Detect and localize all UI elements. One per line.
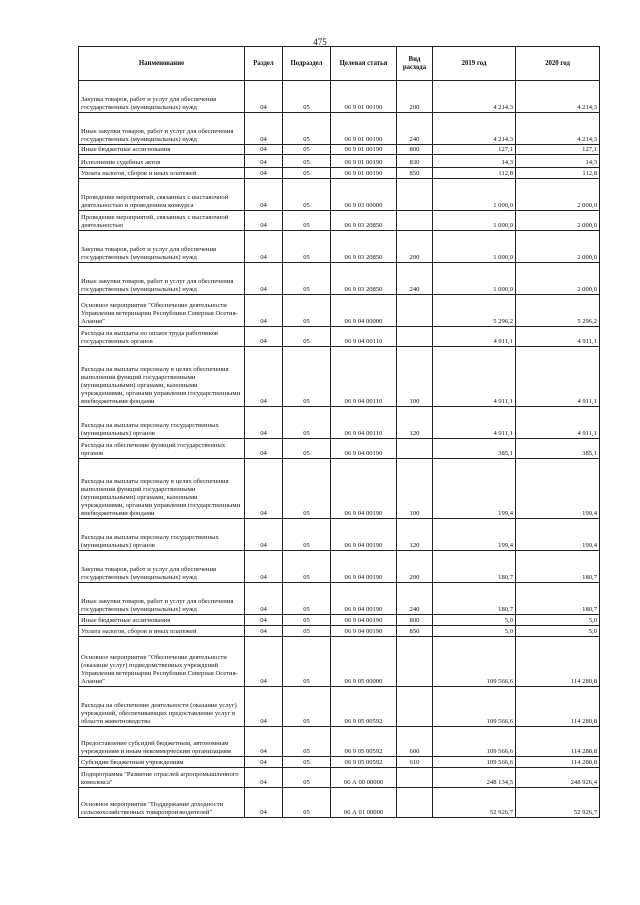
row-2020: 199,4 [516, 459, 600, 519]
table-row [79, 757, 600, 768]
row-statya: 06 9 04 00190 [331, 583, 397, 615]
row-2020: 180,7 [516, 583, 600, 615]
row-podrazdel: 05 [283, 113, 331, 145]
table-row [79, 768, 600, 788]
row-podrazdel: 05 [283, 788, 331, 818]
header-podrazdel: Подраздел [283, 47, 331, 81]
row-vid: 240 [397, 263, 433, 295]
row-name: Основное мероприятие "Поддержание доходности сельскохозяйственных товаропроизводителей" [79, 788, 245, 818]
row-name: Иные бюджетные ассигнования [79, 615, 245, 626]
row-podrazdel: 05 [283, 757, 331, 768]
row-statya: 06 9 01 00190 [331, 81, 397, 113]
row-2019: 4 214,3 [433, 81, 516, 113]
row-razdel: 04 [245, 551, 283, 583]
row-name: Проведение мероприятий, связанных с выставочной деятельностью [79, 211, 245, 231]
row-statya: 06 9 04 00190 [331, 439, 397, 459]
row-2020: 127,1 [516, 145, 600, 155]
row-2019: 180,7 [433, 583, 516, 615]
row-statya: 06 9 04 00190 [331, 626, 397, 637]
row-name: Расходы на выплаты персоналу государственных (муниципальных) органов [79, 407, 245, 439]
row-vid [397, 295, 433, 327]
row-name: Проведение мероприятий, связанных с выставочной деятельностью и проведением конкурса [79, 179, 245, 211]
table-row [79, 81, 600, 113]
row-2019: 109 566,6 [433, 687, 516, 727]
row-2019: 4 911,1 [433, 327, 516, 347]
row-razdel: 04 [245, 407, 283, 439]
row-statya: 06 9 05 00592 [331, 687, 397, 727]
row-statya: 06 9 01 00190 [331, 155, 397, 168]
row-2019: 4 911,1 [433, 407, 516, 439]
row-vid: 100 [397, 459, 433, 519]
row-podrazdel: 05 [283, 81, 331, 113]
row-razdel: 04 [245, 687, 283, 727]
row-2019: 5,0 [433, 615, 516, 626]
row-2020: 2 000,0 [516, 263, 600, 295]
row-vid [397, 211, 433, 231]
row-2020: 385,1 [516, 439, 600, 459]
table-row [79, 637, 600, 687]
row-statya: 06 А 01 00000 [331, 788, 397, 818]
row-name: Предоставление субсидий бюджетным, автономным учреждениям и иным некоммерческим организациям [79, 727, 245, 757]
row-vid: 850 [397, 168, 433, 179]
table-header-row [79, 47, 600, 81]
row-2020: 4 911,1 [516, 327, 600, 347]
row-vid [397, 687, 433, 727]
row-statya: 06 9 05 00592 [331, 727, 397, 757]
row-razdel: 04 [245, 113, 283, 145]
row-statya: 06 9 03 20850 [331, 231, 397, 263]
header-2019: 2019 год [433, 47, 516, 81]
row-vid: 800 [397, 615, 433, 626]
row-statya: 06 9 04 00190 [331, 551, 397, 583]
row-razdel: 04 [245, 347, 283, 407]
row-name: Подпрограмма "Развитие отраслей агропромышленного комплекса" [79, 768, 245, 788]
row-razdel: 04 [245, 519, 283, 551]
row-name: Субсидии бюджетным учреждениям [79, 757, 245, 768]
row-podrazdel: 05 [283, 327, 331, 347]
row-razdel: 04 [245, 439, 283, 459]
row-name: Основное мероприятие "Обеспечение деятельности Управления ветеринарии Республики Северная Осетия-Алания" [79, 295, 245, 327]
row-name: Расходы на выплаты по оплате труда работников государственных органов [79, 327, 245, 347]
row-2019: 127,1 [433, 145, 516, 155]
row-razdel: 04 [245, 327, 283, 347]
row-podrazdel: 05 [283, 768, 331, 788]
row-vid [397, 768, 433, 788]
row-2020: 4 911,1 [516, 347, 600, 407]
table-row [79, 439, 600, 459]
row-podrazdel: 05 [283, 583, 331, 615]
row-vid: 600 [397, 727, 433, 757]
row-2020: 114 280,8 [516, 727, 600, 757]
row-razdel: 04 [245, 145, 283, 155]
page-number: 475 [313, 37, 327, 47]
row-2019: 1 000,0 [433, 231, 516, 263]
table-row [79, 407, 600, 439]
row-podrazdel: 05 [283, 155, 331, 168]
row-razdel: 04 [245, 788, 283, 818]
row-2020: 2 000,0 [516, 211, 600, 231]
row-2019: 199,4 [433, 459, 516, 519]
row-razdel: 04 [245, 727, 283, 757]
row-podrazdel: 05 [283, 211, 331, 231]
table-row [79, 347, 600, 407]
row-razdel: 04 [245, 459, 283, 519]
row-podrazdel: 05 [283, 551, 331, 583]
table-row [79, 231, 600, 263]
row-podrazdel: 05 [283, 295, 331, 327]
budget-table [78, 46, 600, 818]
table-row [79, 519, 600, 551]
row-2020: 2 000,0 [516, 231, 600, 263]
row-vid: 800 [397, 145, 433, 155]
row-name: Закупка товаров, работ и услуг для обеспечения государственных (муниципальных) нужд [79, 551, 245, 583]
row-statya: 06 9 04 00000 [331, 295, 397, 327]
row-razdel: 04 [245, 583, 283, 615]
row-name: Исполнение судебных актов [79, 155, 245, 168]
row-2019: 4 214,3 [433, 113, 516, 145]
row-2020: 4 214,3 [516, 113, 600, 145]
row-razdel: 04 [245, 757, 283, 768]
row-vid [397, 439, 433, 459]
row-vid: 120 [397, 519, 433, 551]
row-razdel: 04 [245, 168, 283, 179]
table-row [79, 168, 600, 179]
row-2020: 114 280,8 [516, 757, 600, 768]
row-vid: 200 [397, 81, 433, 113]
row-name: Уплата налогов, сборов и иных платежей [79, 168, 245, 179]
table-row [79, 113, 600, 145]
row-vid [397, 788, 433, 818]
row-vid: 610 [397, 757, 433, 768]
row-vid: 100 [397, 347, 433, 407]
row-name: Закупка товаров, работ и услуг для обеспечения государственных (муниципальных) нужд [79, 81, 245, 113]
row-razdel: 04 [245, 637, 283, 687]
row-podrazdel: 05 [283, 626, 331, 637]
table-row [79, 615, 600, 626]
row-statya: 06 9 04 00110 [331, 347, 397, 407]
row-2019: 109 566,6 [433, 727, 516, 757]
table-row [79, 788, 600, 818]
row-name: Расходы на обеспечение деятельности (оказание услуг) учреждений, обеспечивающих предоставление услуг в области животноводства [79, 687, 245, 727]
table-row [79, 551, 600, 583]
row-2019: 109 566,6 [433, 757, 516, 768]
row-razdel: 04 [245, 211, 283, 231]
row-vid [397, 327, 433, 347]
row-name: Иные бюджетные ассигнования [79, 145, 245, 155]
row-podrazdel: 05 [283, 231, 331, 263]
row-name: Иные закупки товаров, работ и услуг для обеспечения государственных (муниципальных) нужд [79, 113, 245, 145]
table-row [79, 583, 600, 615]
row-podrazdel: 05 [283, 179, 331, 211]
row-vid: 240 [397, 113, 433, 145]
row-name: Расходы на выплаты персоналу государственных (муниципальных) органов [79, 519, 245, 551]
header-razdel: Раздел [245, 47, 283, 81]
header-statya: Целевая статья [331, 47, 397, 81]
row-statya: 06 9 01 00190 [331, 113, 397, 145]
row-razdel: 04 [245, 155, 283, 168]
row-2020: 112,8 [516, 168, 600, 179]
row-razdel: 04 [245, 626, 283, 637]
row-vid: 850 [397, 626, 433, 637]
row-2020: 180,7 [516, 551, 600, 583]
row-2019: 4 911,1 [433, 347, 516, 407]
row-razdel: 04 [245, 81, 283, 113]
row-vid: 240 [397, 583, 433, 615]
row-2019: 5 296,2 [433, 295, 516, 327]
header-vid: Вид расхода [397, 47, 433, 81]
row-2019: 52 926,7 [433, 788, 516, 818]
row-name: Расходы на выплаты персоналу в целях обеспечения выполнения функций государственными (муниципальными) органами, казенными учреждениями, органами управления государственными внебюджетными фондами [79, 459, 245, 519]
row-2020: 5,0 [516, 615, 600, 626]
row-name: Основное мероприятие "Обеспечение деятельности (оказание услуг) подведомственных учреждений Управления ветеринарии Республики Северная Осетия-Алания" [79, 637, 245, 687]
table-row [79, 626, 600, 637]
table-body [79, 81, 600, 818]
row-vid [397, 179, 433, 211]
row-podrazdel: 05 [283, 347, 331, 407]
table-row [79, 295, 600, 327]
row-statya: 06 9 05 00592 [331, 757, 397, 768]
row-vid: 120 [397, 407, 433, 439]
row-2020: 5 296,2 [516, 295, 600, 327]
row-statya: 06 9 04 00190 [331, 615, 397, 626]
row-vid [397, 637, 433, 687]
row-podrazdel: 05 [283, 727, 331, 757]
table-row [79, 687, 600, 727]
row-name: Расходы на обеспечение функций государственных органов [79, 439, 245, 459]
row-razdel: 04 [245, 615, 283, 626]
row-2019: 5,0 [433, 626, 516, 637]
row-2019: 385,1 [433, 439, 516, 459]
row-podrazdel: 05 [283, 637, 331, 687]
row-name: Иные закупки товаров, работ и услуг для обеспечения государственных (муниципальных) нужд [79, 263, 245, 295]
row-2019: 248 134,5 [433, 768, 516, 788]
row-razdel: 04 [245, 231, 283, 263]
row-razdel: 04 [245, 295, 283, 327]
row-2019: 14,3 [433, 155, 516, 168]
row-podrazdel: 05 [283, 687, 331, 727]
row-2020: 52 926,7 [516, 788, 600, 818]
row-podrazdel: 05 [283, 263, 331, 295]
row-statya: 06 9 03 20850 [331, 263, 397, 295]
row-statya: 06 9 03 00000 [331, 179, 397, 211]
row-2019: 180,7 [433, 551, 516, 583]
row-podrazdel: 05 [283, 519, 331, 551]
row-2020: 14,3 [516, 155, 600, 168]
table-row [79, 179, 600, 211]
row-name: Расходы на выплаты персоналу в целях обеспечения выполнения функций государственными (муниципальными) органами, казенными учреждениями, органами управления государственными внебюджетными фондами [79, 347, 245, 407]
row-2020: 114 280,8 [516, 637, 600, 687]
row-vid: 830 [397, 155, 433, 168]
row-2019: 112,8 [433, 168, 516, 179]
row-2019: 1 000,0 [433, 211, 516, 231]
row-statya: 06 9 01 00190 [331, 168, 397, 179]
row-podrazdel: 05 [283, 145, 331, 155]
row-2019: 1 000,0 [433, 263, 516, 295]
row-statya: 06 9 04 00190 [331, 519, 397, 551]
header-name: Наименование [79, 47, 245, 81]
row-statya: 06 9 05 00000 [331, 637, 397, 687]
row-statya: 06 9 01 00190 [331, 145, 397, 155]
row-statya: 06 9 04 00110 [331, 327, 397, 347]
row-razdel: 04 [245, 263, 283, 295]
table-row [79, 211, 600, 231]
header-2020: 2020 год [516, 47, 600, 81]
table-row [79, 459, 600, 519]
row-2020: 2 000,0 [516, 179, 600, 211]
row-name: Закупка товаров, работ и услуг для обеспечения государственных (муниципальных) нужд [79, 231, 245, 263]
row-vid: 200 [397, 551, 433, 583]
table-row [79, 263, 600, 295]
table-row [79, 145, 600, 155]
row-statya: 06 9 04 00190 [331, 459, 397, 519]
table-row [79, 327, 600, 347]
row-2019: 1 000,0 [433, 179, 516, 211]
row-name: Иные закупки товаров, работ и услуг для обеспечения государственных (муниципальных) нужд [79, 583, 245, 615]
row-podrazdel: 05 [283, 407, 331, 439]
row-2020: 5,0 [516, 626, 600, 637]
row-2020: 114 280,8 [516, 687, 600, 727]
row-podrazdel: 05 [283, 615, 331, 626]
row-podrazdel: 05 [283, 459, 331, 519]
table-row [79, 155, 600, 168]
row-vid: 200 [397, 231, 433, 263]
row-2019: 109 566,6 [433, 637, 516, 687]
row-razdel: 04 [245, 179, 283, 211]
row-statya: 06 А 00 00000 [331, 768, 397, 788]
row-razdel: 04 [245, 768, 283, 788]
row-podrazdel: 05 [283, 168, 331, 179]
row-statya: 06 9 03 20850 [331, 211, 397, 231]
row-statya: 06 9 04 00110 [331, 407, 397, 439]
row-2019: 199,4 [433, 519, 516, 551]
row-2020: 199,4 [516, 519, 600, 551]
row-2020: 4 911,1 [516, 407, 600, 439]
row-2020: 248 926,4 [516, 768, 600, 788]
table-row [79, 727, 600, 757]
row-podrazdel: 05 [283, 439, 331, 459]
row-name: Уплата налогов, сборов и иных платежей [79, 626, 245, 637]
row-2020: 4 214,3 [516, 81, 600, 113]
